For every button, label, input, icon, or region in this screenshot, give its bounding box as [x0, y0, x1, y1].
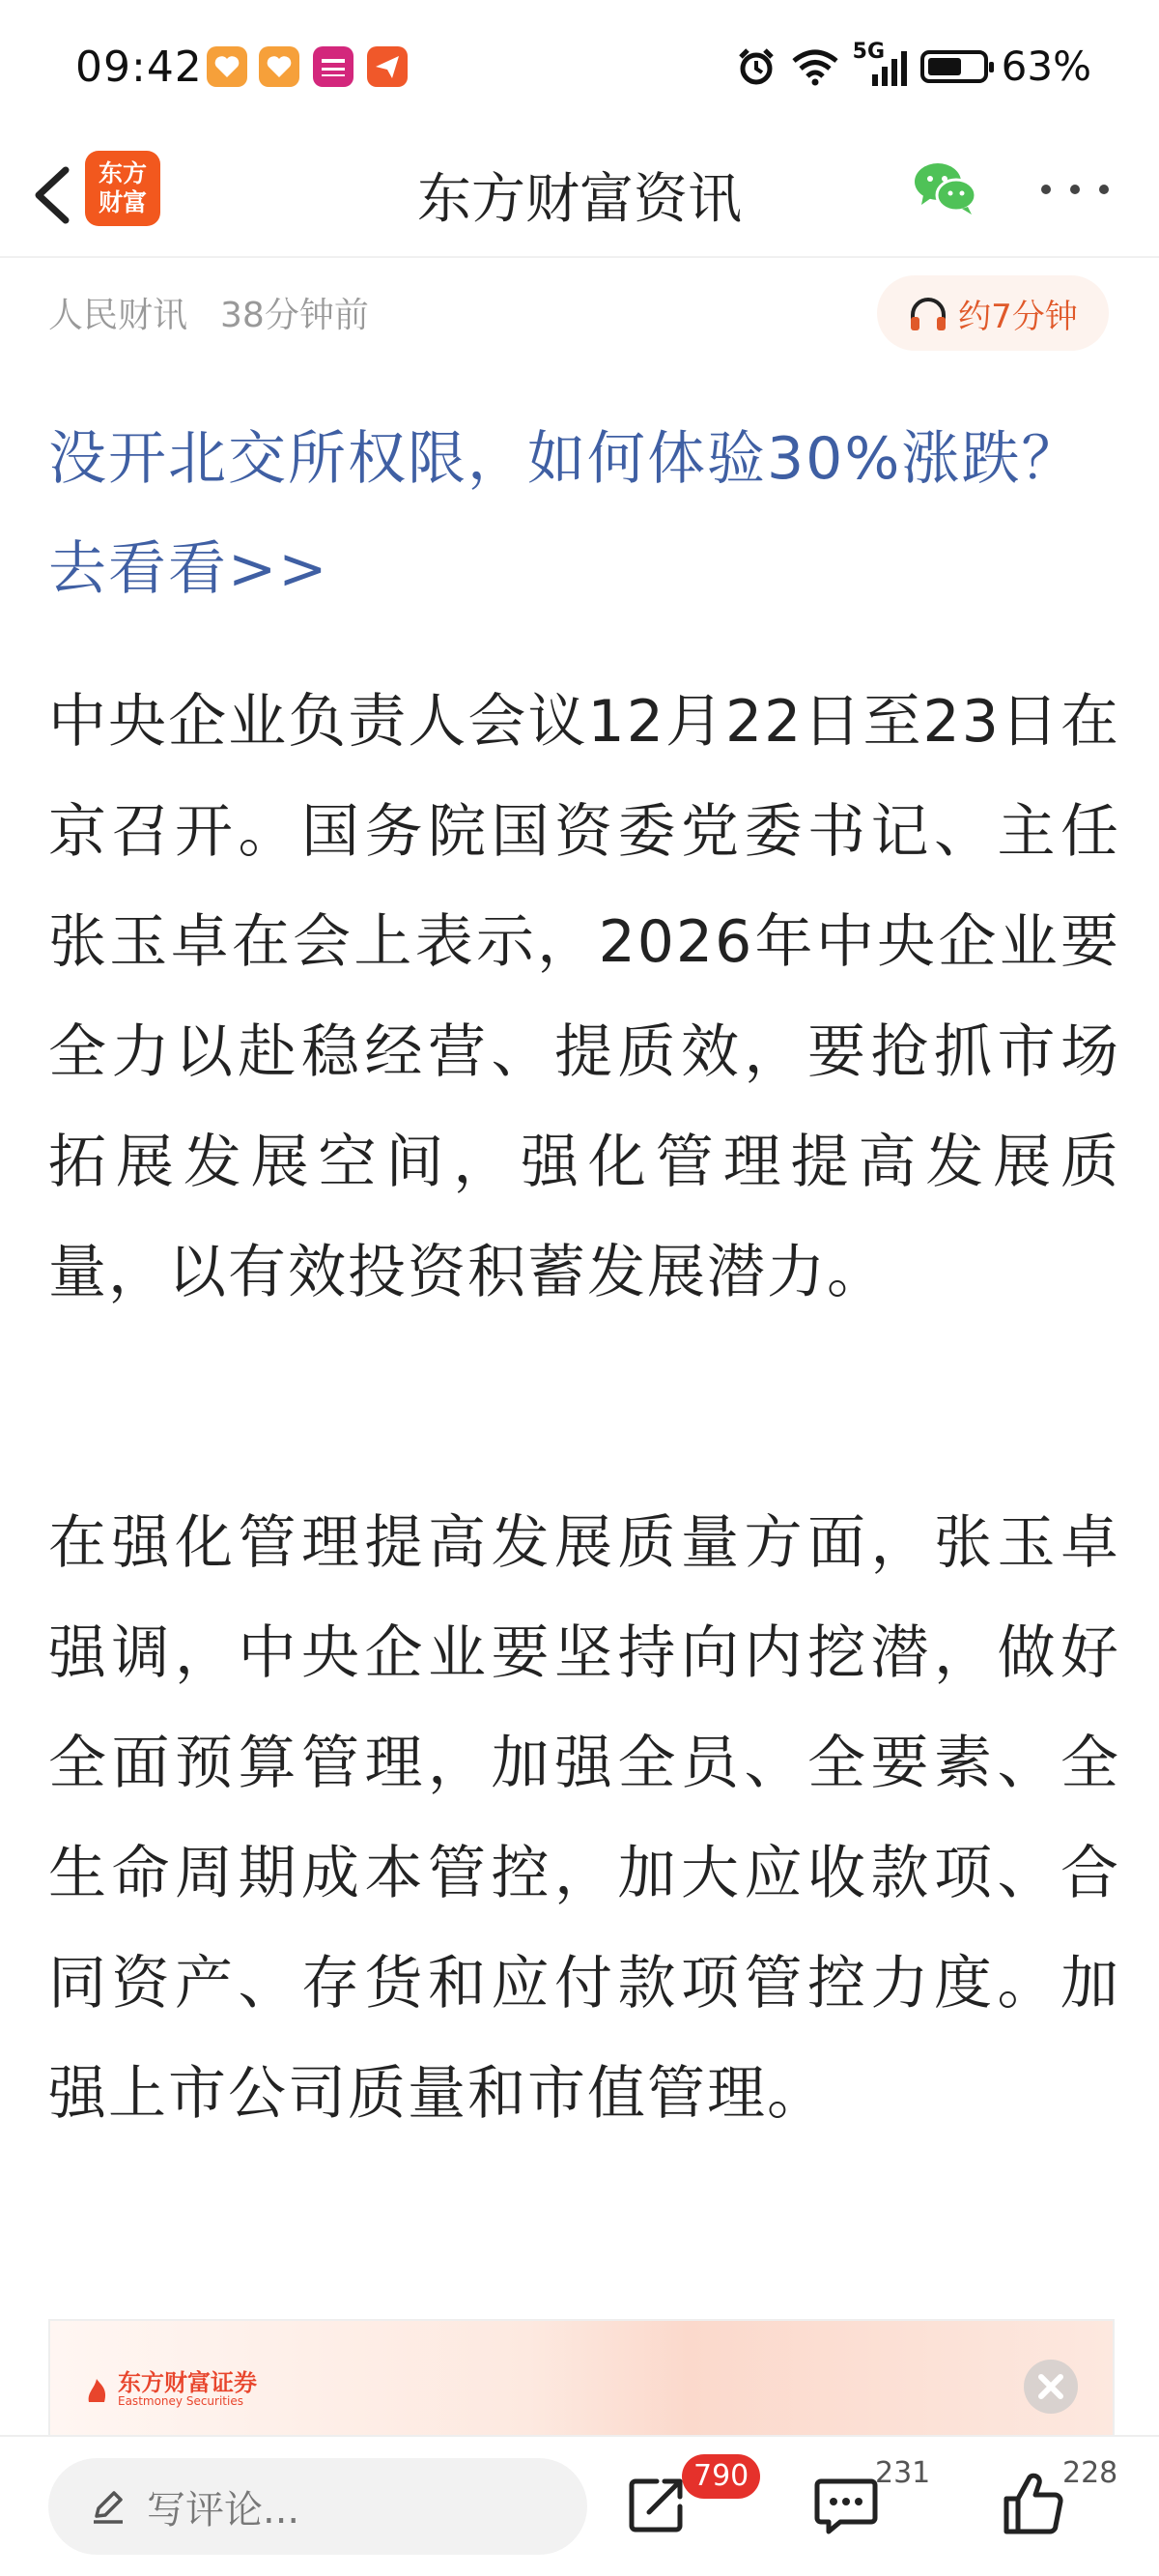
headphones-icon — [908, 294, 948, 332]
logo-line-1: 东方 — [98, 159, 147, 187]
article-meta — [48, 288, 369, 337]
wechat-icon — [912, 158, 979, 218]
comment-bubble-icon — [807, 2466, 885, 2543]
promo-link[interactable]: 没开北交所权限，如何体验30%涨跌？去看看>> — [48, 425, 1082, 603]
battery-percent: 63% — [1001, 43, 1091, 90]
ad-banner[interactable] — [48, 2319, 1115, 2437]
logo-line-2: 财富 — [98, 188, 147, 216]
close-icon — [1024, 2360, 1078, 2414]
alarm-icon — [735, 45, 777, 88]
like-count: 228 — [1062, 2456, 1118, 2490]
article-paragraph: 中央企业负责人会议12月22日至23日在京召开。国务院国资委党委书记、主任张玉卓在会上表示，2026年中央企业要全力以赴稳经营、提质效，要抢抓市场拓展发展空间，强化管理提高发展质量，以有效投资积蓄发展潜力。 — [48, 688, 1120, 1306]
comments-button[interactable] — [807, 2466, 885, 2543]
status-bar — [0, 0, 1159, 135]
heart-app-icon — [207, 46, 247, 87]
read-time: 约7分钟 — [958, 297, 1078, 336]
thumbs-up-icon — [995, 2466, 1072, 2543]
chevron-left-icon — [21, 157, 89, 234]
status-indicators — [735, 39, 1091, 90]
wifi-icon — [791, 47, 839, 86]
heart-app-icon-2 — [259, 46, 299, 87]
signal-icon — [852, 39, 907, 86]
article-time: 38分钟前 — [220, 296, 369, 335]
more-options-button[interactable] — [1041, 170, 1109, 209]
eastmoney-logo — [85, 151, 160, 226]
bottom-action-bar — [0, 2435, 1159, 2576]
more-dot-icon — [1099, 185, 1109, 194]
ad-close-button[interactable] — [1024, 2360, 1078, 2414]
page-title: 东方财富资讯 — [417, 168, 742, 231]
comment-input[interactable] — [48, 2458, 587, 2555]
ad-brand-en: Eastmoney Securities — [118, 2394, 243, 2408]
more-dot-icon — [1070, 185, 1080, 194]
wechat-share-button[interactable] — [912, 158, 979, 218]
comment-count: 231 — [875, 2456, 931, 2490]
comment-placeholder: 写评论... — [147, 2487, 300, 2533]
ad-brand-logo — [85, 2368, 257, 2408]
article-paragraph: 在强化管理提高发展质量方面，张玉卓强调，中央企业要坚持向内挖潜，做好全面预算管理，加强全员、全要素、全生命周期成本管控，加大应收款项、合同资产、存货和应付款项管控力度。加强上市公司质量和市值管理。 — [48, 1509, 1120, 2128]
battery-icon — [920, 50, 988, 83]
more-dot-icon — [1041, 185, 1051, 194]
article-source: 人民财讯 — [48, 296, 188, 335]
like-button[interactable] — [995, 2466, 1072, 2543]
send-app-icon — [367, 46, 408, 87]
weipinhui-app-icon — [313, 46, 353, 87]
back-button[interactable] — [21, 157, 89, 234]
flame-logo-icon — [85, 2375, 110, 2404]
status-time: 09:42 — [75, 43, 203, 92]
pencil-icon — [89, 2487, 127, 2526]
nav-bar — [0, 135, 1159, 258]
share-count-badge: 790 — [682, 2454, 760, 2499]
network-type: 5G — [852, 39, 886, 64]
listen-button[interactable] — [877, 275, 1109, 351]
ad-brand-name: 东方财富证券 — [118, 2368, 257, 2396]
